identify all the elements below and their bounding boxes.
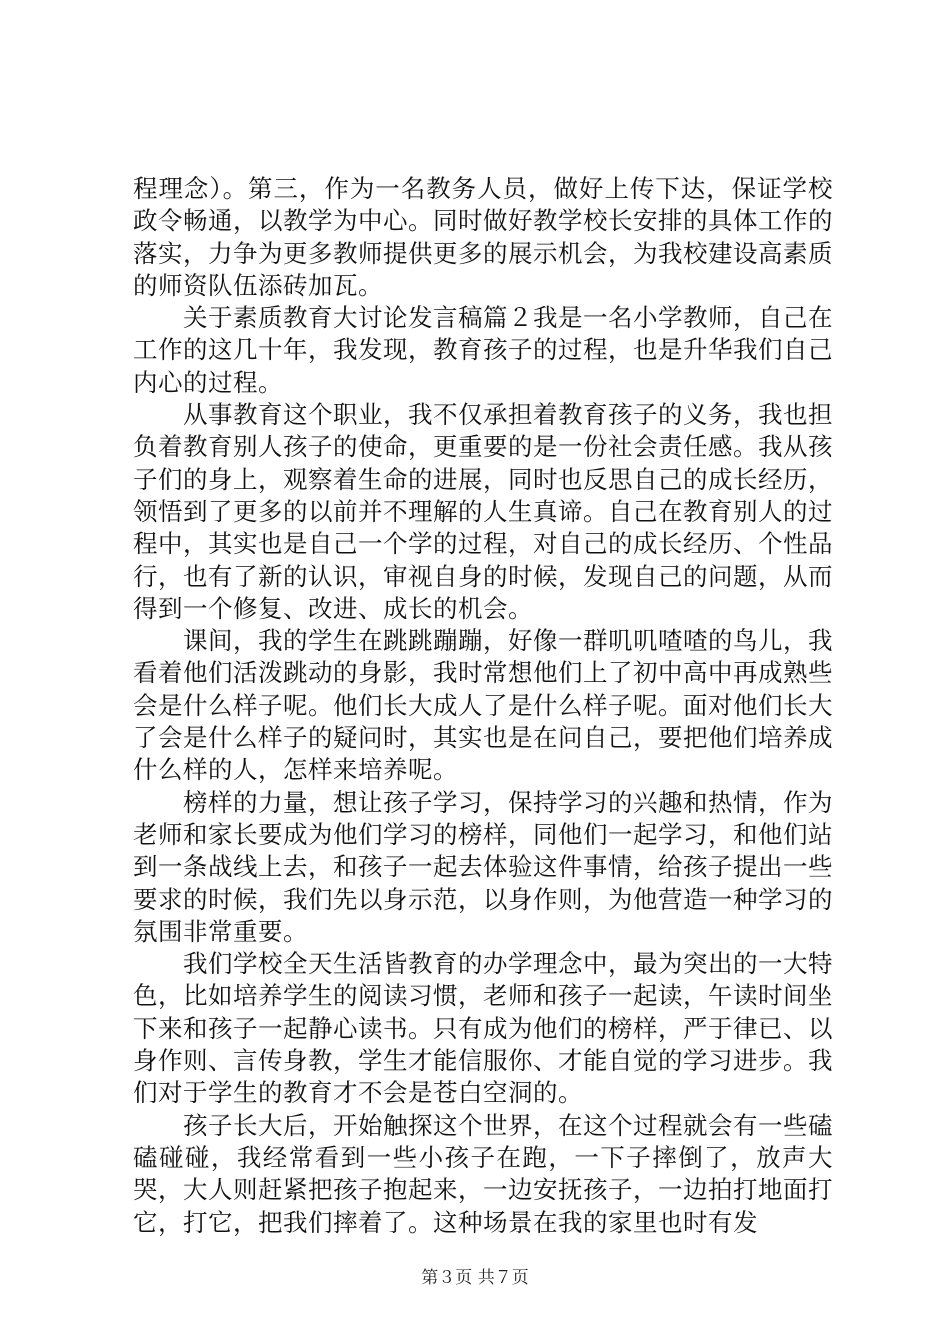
paragraph-6: 我们学校全天生活皆教育的办学理念中，最为突出的一大特色，比如培养学生的阅读习惯，老师和孩子一起读，午读时间坐下来和孩子一起静心读书。只有成为他们的榜样，严于律已、以身作则、言传身教，学生才能信服你、才能自觉的学习进步。我们对于学生的教育才不会是苍白空洞的。 [133, 949, 833, 1108]
paragraph-4: 课间，我的学生在跳跳蹦蹦，好像一群叽叽喳喳的鸟儿，我看着他们活泼跳动的身影，我时常想他们上了初中高中再成熟些会是什么样子呢。他们长大成人了是什么样子呢。面对他们长大了会是什么样子的疑问时，其实也是在问自己，要把他们培养成什么样的人，怎样来培养呢。 [133, 626, 833, 785]
page-number-footer: 第３页 共７页 [421, 1268, 529, 1288]
paragraph-3: 从事教育这个职业，我不仅承担着教育孩子的义务，我也担负着教育别人孩子的使命，更重要的是一份社会责任感。我从孩子们的身上，观察着生命的进展，同时也反思自己的成长经历，领悟到了更多的以前并不理解的人生真谛。自己在教育别人的过程中，其实也是自己一个学的过程，对自己的成长经历、个性品行，也有了新的认识，审视自身的时候，发现自己的问题，从而得到一个修复、改进、成长的机会。 [133, 400, 833, 623]
paragraph-2: 关于素质教育大讨论发言稿篇２我是一名小学教师，自己在工作的这几十年，我发现，教育孩子的过程，也是升华我们自己内心的过程。 [133, 303, 833, 397]
paragraph-1: 程理念）。第三，作为一名教务人员，做好上传下达，保证学校政令畅通，以教学为中心。同时做好教学校长安排的具体工作的落实，力争为更多教师提供更多的展示机会，为我校建设高素质的师资队伍添砖加瓦。 [133, 174, 833, 300]
paragraph-5: 榜样的力量，想让孩子学习，保持学习的兴趣和热情，作为老师和家长要成为他们学习的榜样，同他们一起学习，和他们站到一条战线上去，和孩子一起去体验这件事情，给孩子提出一些要求的时候，我们先以身示范，以身作则，为他营造一种学习的氛围非常重要。 [133, 787, 833, 946]
paragraph-7: 孩子长大后，开始触探这个世界，在这个过程就会有一些磕磕碰碰，我经常看到一些小孩子在跑，一下子摔倒了，放声大哭，大人则赶紧把孩子抱起来，一边安抚孩子，一边拍打地面打它，打它，把我们摔着了。这种场景在我的家里也时有发 [133, 1110, 833, 1237]
document-body [133, 173, 833, 1239]
